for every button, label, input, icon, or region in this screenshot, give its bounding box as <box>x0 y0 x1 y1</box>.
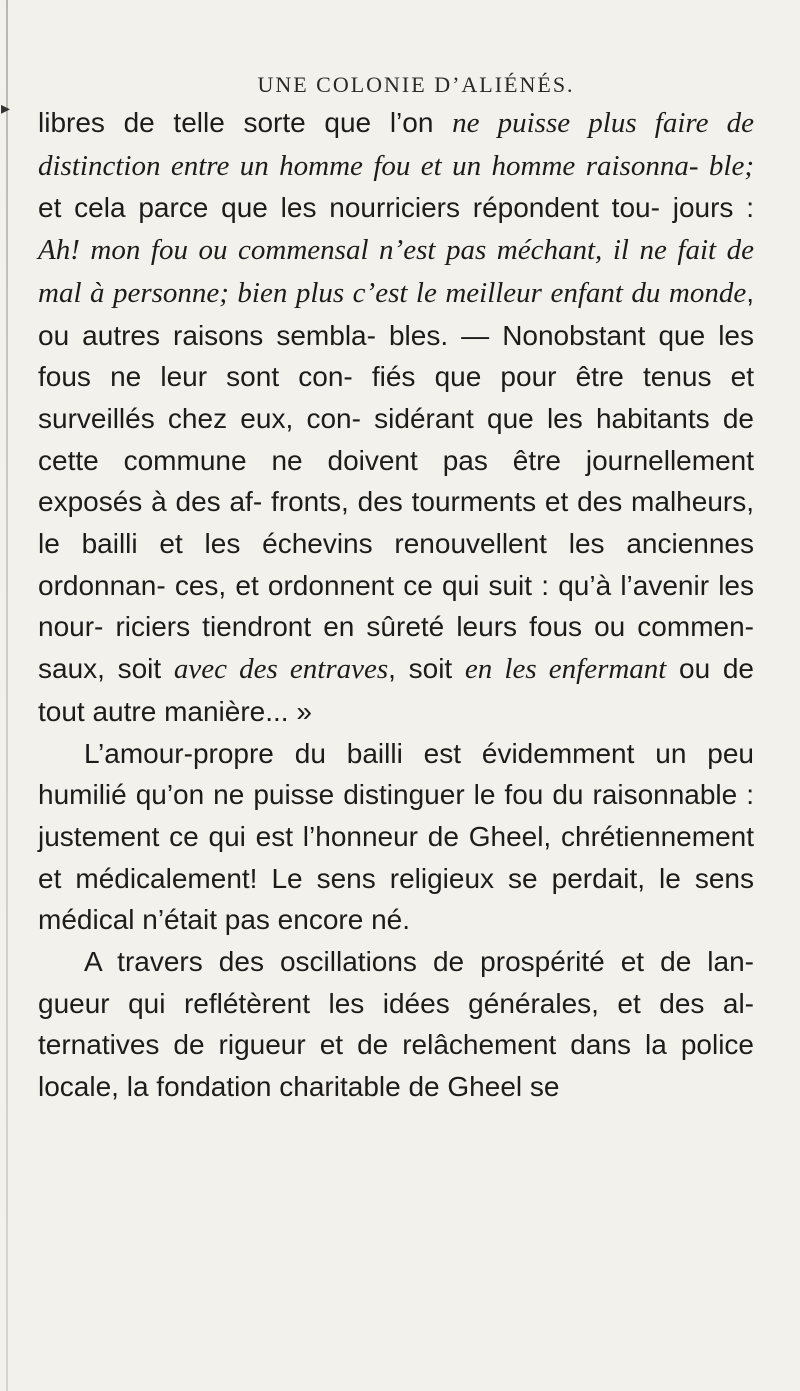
page-edge-line <box>6 0 8 1391</box>
italic-span: ne puisse plus faire de distinction entre un homme fou et un homme raisonna- ble; <box>38 107 754 182</box>
paragraph-1 <box>38 102 754 733</box>
paragraph-2 <box>38 733 754 942</box>
text-span: et cela parce que les nourriciers répondent tou- jours : <box>38 192 754 224</box>
text-span: , ou autres raisons sembla- bles. — Nonobstant que les fous ne leur sont con- fiés que pour être tenus et surveillés chez eux, con- sidérant que les habitants de cette commune ne doivent pas être journellement exposés à des af- fronts, des tourments et des malheurs, le bailli et les échevins renouvellent les anciennes ordonnan- ces, et ordonnent ce qui suit : qu’à l’avenir les nour- riciers tiendront en sûreté leurs fous ou commen- saux, soit <box>38 276 754 685</box>
text-span: libres de telle sorte que l’on <box>38 107 453 138</box>
text-span: A travers des oscillations de prospérité et de lan- gueur qui reflétèrent les idées générales, et des al- ternatives de rigueur et de relâchement dans la police locale, la fondation charitable de Gheel se <box>38 946 754 1103</box>
text-span: , soit <box>388 653 465 685</box>
body-text <box>38 102 754 1108</box>
paragraph-3 <box>38 941 754 1108</box>
italic-span: Ah! mon fou ou commensal n’est pas méchant, il ne fait de mal à personne; bien plus c’est le meilleur enfant du monde <box>38 234 754 309</box>
running-head: UNE COLONIE D’ALIÉNÉS. <box>257 72 575 97</box>
italic-span: en les enfermant <box>464 653 667 686</box>
italic-span: avec des entraves <box>173 653 389 686</box>
text-span: L’amour-propre du bailli est évidemment un peu humilié qu’on ne puisse distinguer le fou du raisonnable : justement ce qui est l’honneur de Gheel, chrétiennement et médicalement! Le sens religieux se perdait, le sens médical n’était pas encore né. <box>38 737 754 936</box>
text-span: ou de tout autre manière... » <box>38 653 755 727</box>
margin-mark: ▸ <box>1 98 11 119</box>
